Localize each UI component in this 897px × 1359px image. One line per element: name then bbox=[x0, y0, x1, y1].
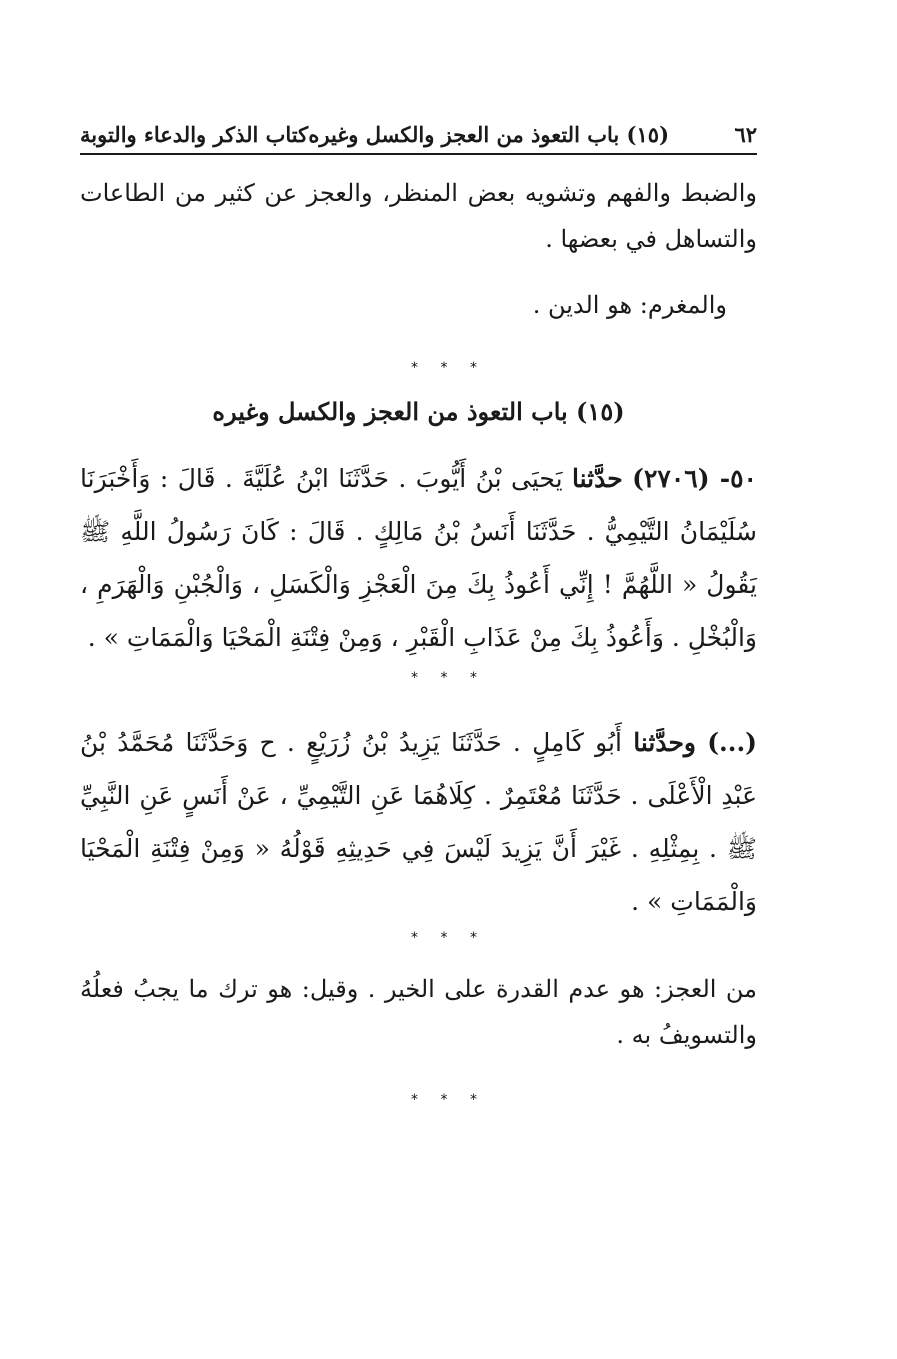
section-separator: * * * bbox=[411, 930, 486, 946]
footnote-paragraph-bottom: من العجز: هو عدم القدرة على الخير . وقيل: هو ترك ما يجبُ فعلُهُ والتسويفُ به . bbox=[80, 975, 757, 1049]
header-book-title: كتاب الذكر والدعاء والتوبة bbox=[80, 122, 309, 147]
hadith-text: يَحيَى بْنُ أَيُّوبَ . حَدَّثَنَا ابْنُ عُلَيَّةَ . قَالَ : وَأَخْبَرَنَا سُلَيْمَانُ التَّيْمِيُّ . حَدَّثَنَا أَنَسُ بْنُ مَالِكٍ . قَالَ : كَانَ رَسُولُ اللَّهِ ﷺ يَقُولُ « اللَّهُمَّ ! إِنِّي أَعُوذُ بِكَ مِنَ الْعَجْزِ وَالْكَسَلِ ، وَالْجُبْنِ وَالْهَرَمِ ، وَالْبُخْلِ . وَأَعُوذُ بِكَ مِنْ عَذَابِ الْقَبْرِ ، وَمِنْ فِتْنَةِ الْمَحْيَا وَالْمَمَاتِ » . bbox=[80, 464, 757, 652]
hadith-variant bbox=[80, 716, 757, 928]
hadith-number: (...) bbox=[707, 728, 757, 757]
footnote-gharm: والمغرم: هو الدين . bbox=[532, 291, 727, 319]
header-chapter-title: (١٥) باب التعوذ من العجز والكسل وغيره bbox=[308, 122, 669, 147]
page-number: ٦٢ bbox=[734, 122, 757, 147]
section-separator: * * * bbox=[411, 360, 486, 376]
hadith-text: أَبُو كَامِلٍ . حَدَّثَنَا يَزِيدُ بْنُ زُرَيْعٍ . ح وَحَدَّثَنَا مُحَمَّدُ بْنُ عَبْدِ الْأَعْلَى . حَدَّثَنَا مُعْتَمِرٌ . كِلَاهُمَا عَنِ التَّيْمِيِّ ، عَنْ أَنَسٍ عَنِ النَّبِيِّ ﷺ . بِمِثْلِهِ . غَيْرَ أَنَّ يَزِيدَ لَيْسَ فِي حَدِيثِهِ قَوْلُهُ « وَمِنْ فِتْنَةِ الْمَحْيَا وَالْمَمَاتِ » . bbox=[80, 728, 757, 916]
hadith-number: ٥٠- (٢٧٠٦) bbox=[632, 464, 757, 493]
running-header bbox=[80, 116, 757, 154]
section-separator: * * * bbox=[411, 670, 486, 686]
header-divider bbox=[80, 153, 757, 155]
chapter-title: (١٥) باب التعوذ من العجز والكسل وغيره bbox=[212, 397, 625, 426]
footnote-paragraph-top: والضبط والفهم وتشويه بعض المنظر، والعجز عن كثير من الطاعات والتساهل في بعضها . bbox=[80, 179, 758, 253]
hadith-opening: حدَّثنا bbox=[571, 464, 623, 493]
hadith-opening: وحدَّثنا bbox=[633, 728, 696, 757]
section-separator: * * * bbox=[411, 1092, 486, 1108]
hadith-50 bbox=[80, 452, 757, 664]
